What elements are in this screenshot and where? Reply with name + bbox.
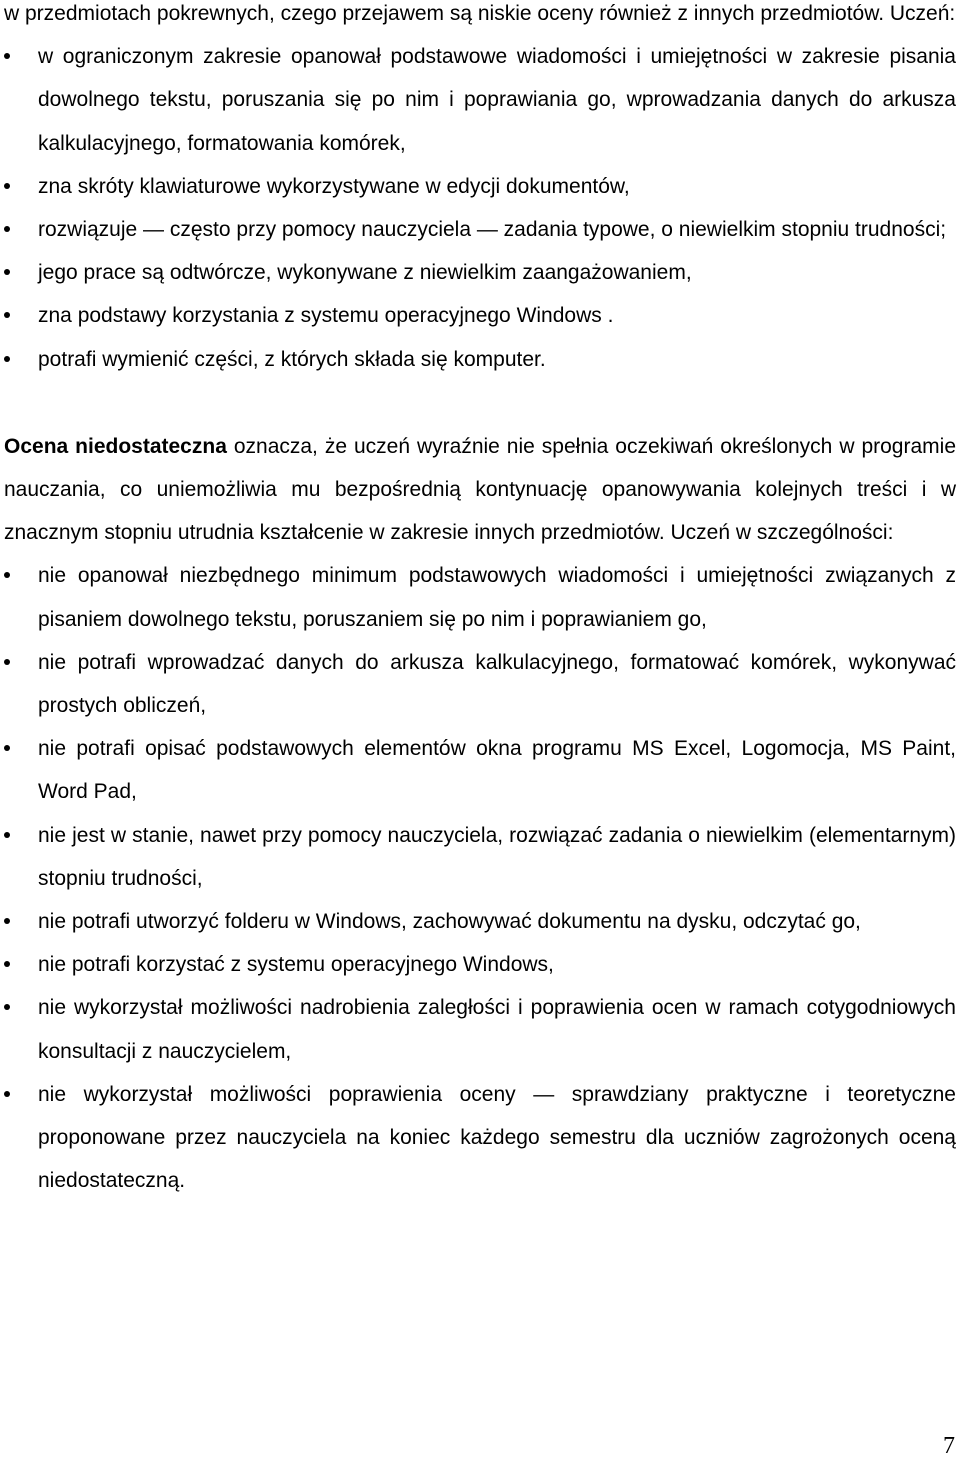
list-item (4, 294, 956, 337)
list-item (4, 208, 956, 251)
section-spacer (4, 381, 956, 425)
list-item-text: w ograniczonym zakresie opanował podstawowe wiadomości i umiejętności w zakresie pisania dowolnego tekstu, poruszania się po nim i poprawiania go, wprowadzania danych do arkusza kalkulacyjnego, formatowania komórek, (38, 45, 956, 155)
list-item (4, 727, 956, 813)
list-item (4, 1073, 956, 1203)
list-item (4, 338, 956, 381)
document-page (4, 0, 956, 1202)
list-item-text: zna podstawy korzystania z systemu operacyjnego Windows . (38, 304, 614, 328)
list-item (4, 814, 956, 900)
page-number: 7 (943, 1433, 955, 1459)
list-item-text: jego prace są odtwórcze, wykonywane z niewielkim zaangażowaniem, (38, 261, 692, 285)
list-item-text: nie opanował niezbędnego minimum podstawowych wiadomości i umiejętności związanych z pisaniem dowolnego tekstu, poruszaniem się po nim i poprawianiem go, (38, 564, 956, 631)
bullet-icon (4, 832, 10, 838)
list-item-text: rozwiązuje — często przy pomocy nauczyciela — zadania typowe, o niewielkim stopniu trudności; (38, 218, 947, 242)
list-item-text: zna skróty klawiaturowe wykorzystywane w edycji dokumentów, (38, 174, 630, 198)
bullet-icon (4, 1004, 10, 1010)
bullet-icon (4, 269, 10, 275)
list-item (4, 986, 956, 1072)
bullet-icon (4, 659, 10, 665)
bullet-icon (4, 1091, 10, 1097)
bullet-icon (4, 312, 10, 318)
bullet-icon (4, 356, 10, 362)
bullet-icon (4, 572, 10, 578)
grade-description: oznacza, że uczeń wyraźnie nie spełnia oczekiwań określonych w programie nauczania, co uniemożliwia mu bezpośrednią kontynuację opanowywania kolejnych treści i w znacznym stopniu utrudnia kształcenie w zakresie innych przedmiotów. Uczeń w szczególności: (4, 434, 956, 545)
grade-paragraph (4, 425, 956, 555)
list-item (4, 165, 956, 208)
list-item-text: nie potrafi opisać podstawowych elementów okna programu MS Excel, Logomocja, MS Paint, Word Pad, (38, 737, 956, 804)
section2-list (4, 554, 956, 1202)
bullet-icon (4, 53, 10, 59)
list-item (4, 900, 956, 943)
bullet-icon (4, 226, 10, 232)
bullet-icon (4, 745, 10, 751)
list-item-text: nie jest w stanie, nawet przy pomocy nauczyciela, rozwiązać zadania o niewielkim (elementarnym) stopniu trudności, (38, 823, 956, 890)
list-item (4, 943, 956, 986)
intro-paragraph: w przedmiotach pokrewnych, czego przejawem są niskie oceny również z innych przedmiotów. Uczeń: (4, 2, 956, 25)
list-item-text: potrafi wymienić części, z których składa się komputer. (38, 347, 546, 371)
list-item-text: nie potrafi wprowadzać danych do arkusza kalkulacyjnego, formatować komórek, wykonywać prostych obliczeń, (38, 650, 956, 718)
list-item-text: nie wykorzystał możliwości nadrobienia zaległości i poprawienia ocen w ramach cotygodniowych konsultacji z nauczycielem, (38, 996, 956, 1063)
grade-heading: Ocena niedostateczna (4, 434, 227, 458)
list-item-text: nie potrafi korzystać z systemu operacyjnego Windows, (38, 953, 554, 977)
list-item (4, 554, 956, 640)
bullet-icon (4, 918, 10, 924)
bullet-icon (4, 183, 10, 189)
section1-list (4, 35, 956, 381)
list-item (4, 251, 956, 294)
bullet-icon (4, 961, 10, 967)
list-item (4, 35, 956, 165)
list-item-text: nie wykorzystał możliwości poprawienia oceny — sprawdziany praktyczne i teoretyczne proponowane przez nauczyciela na koniec każdego semestru dla uczniów zagrożonych oceną niedostateczną. (38, 1082, 956, 1193)
list-item-text: nie potrafi utworzyć folderu w Windows, zachowywać dokumentu na dysku, odczytać go, (38, 910, 861, 934)
list-item (4, 641, 956, 727)
